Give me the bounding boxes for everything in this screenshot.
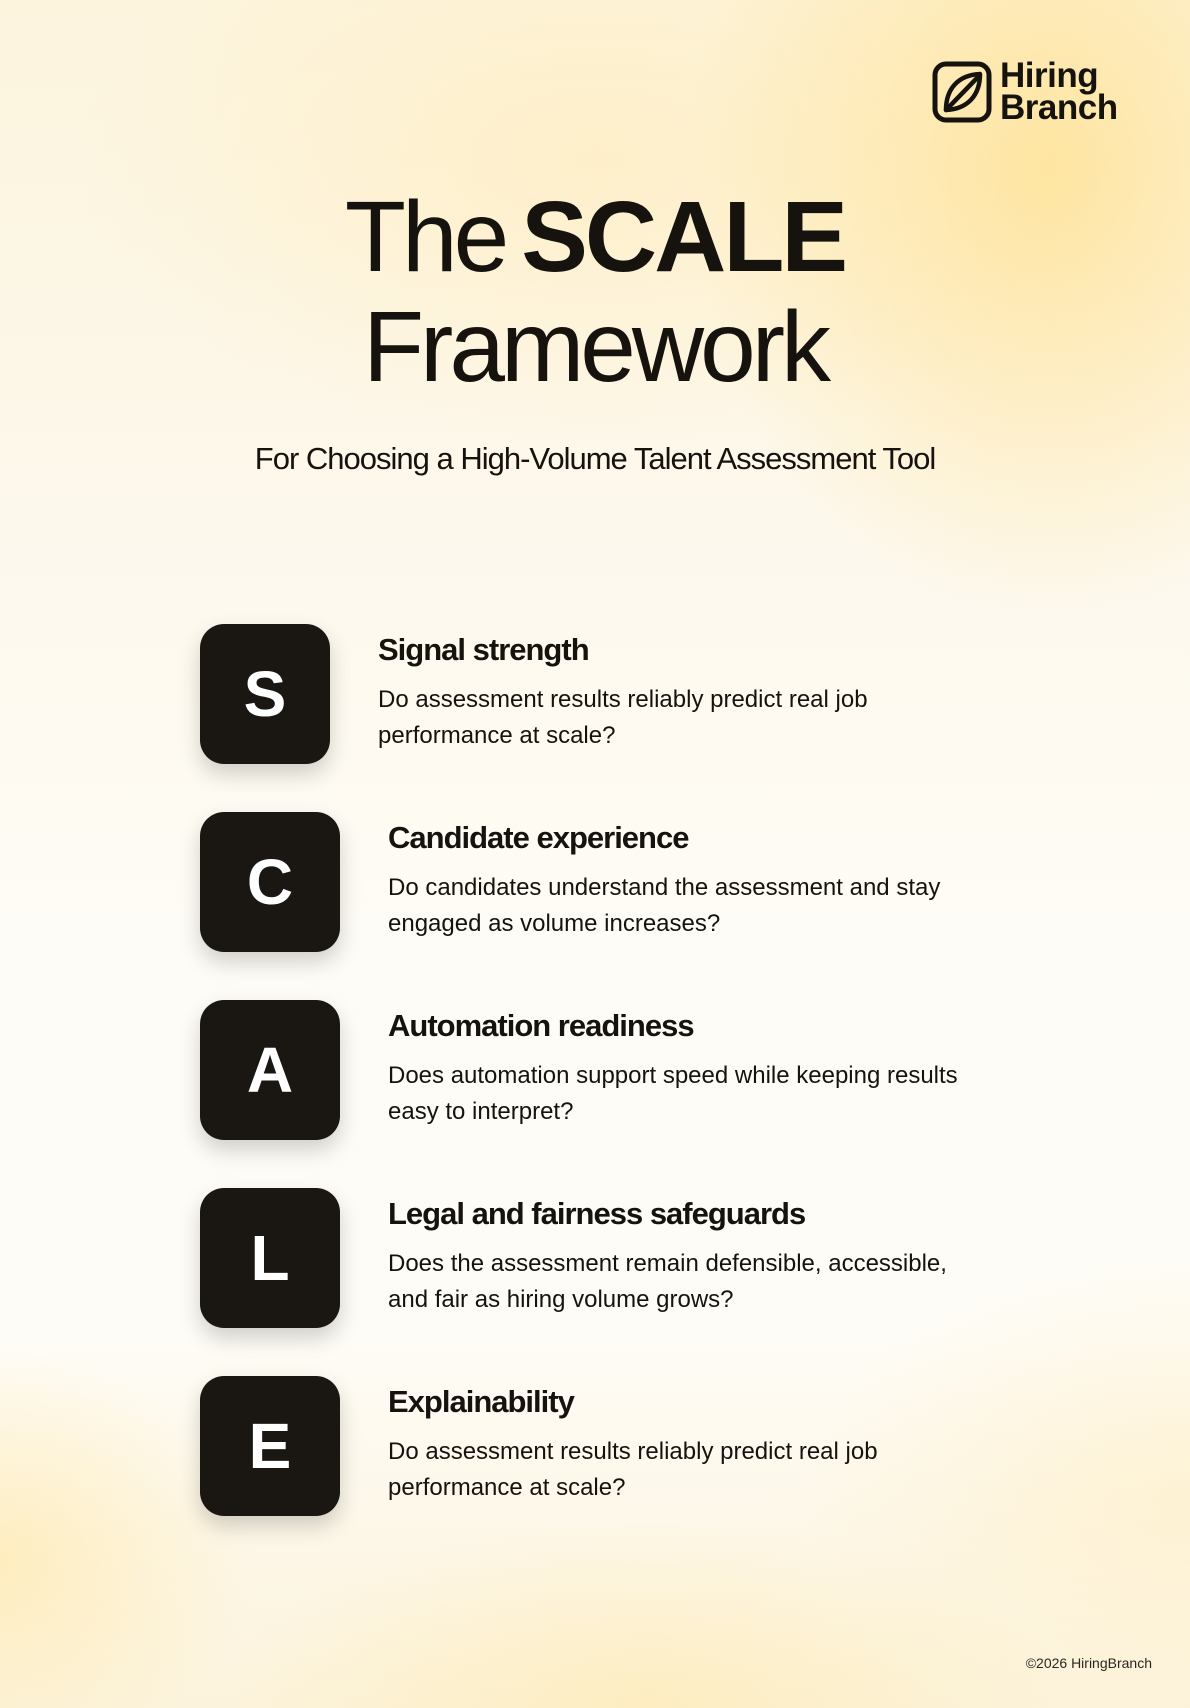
item-description-s: Do assessment results reliably predict real job performance at scale? <box>378 686 868 749</box>
framework-item-e <box>200 1376 1000 1516</box>
framework-item-s <box>200 624 1000 764</box>
framework-item-l <box>200 1188 1000 1328</box>
page-subtitle: For Choosing a High-Volume Talent Assessment Tool <box>254 441 936 476</box>
brand-logo <box>932 56 1118 127</box>
title-line-1 <box>0 182 1190 292</box>
letter-badge-a: A <box>200 1000 340 1140</box>
copyright-notice: ©2026 HiringBranch <box>1025 1655 1152 1671</box>
letter-badge-e: E <box>200 1376 340 1516</box>
title-scale: SCALE <box>521 181 846 293</box>
letter-badge-s: S <box>200 624 330 764</box>
letter-badge-c: C <box>200 812 340 952</box>
item-heading-s: Signal strength <box>378 632 589 667</box>
item-description-l: Does the assessment remain defensible, accessible, and fair as hiring volume grows? <box>388 1250 947 1313</box>
item-heading-c: Candidate experience <box>388 820 689 855</box>
item-description-e: Do assessment results reliably predict real job performance at scale? <box>388 1438 878 1501</box>
brand-name-line1: Hiring <box>1000 56 1099 95</box>
item-heading-a: Automation readiness <box>388 1008 694 1043</box>
item-heading-e: Explainability <box>388 1384 574 1419</box>
item-heading-l: Legal and fairness safeguards <box>388 1196 806 1231</box>
framework-item-c <box>200 812 1000 952</box>
brand-name <box>1000 56 1118 127</box>
title-framework: Framework <box>362 291 828 403</box>
page-title <box>0 182 1190 402</box>
leaf-square-icon <box>932 61 992 123</box>
item-description-c: Do candidates understand the assessment and stay engaged as volume increases? <box>388 874 941 937</box>
brand-name-line2: Branch <box>1000 88 1118 127</box>
title-the: The <box>344 181 506 293</box>
framework-item-a <box>200 1000 1000 1140</box>
letter-badge-l: L <box>200 1188 340 1328</box>
item-description-a: Does automation support speed while keeping results easy to interpret? <box>388 1062 958 1125</box>
